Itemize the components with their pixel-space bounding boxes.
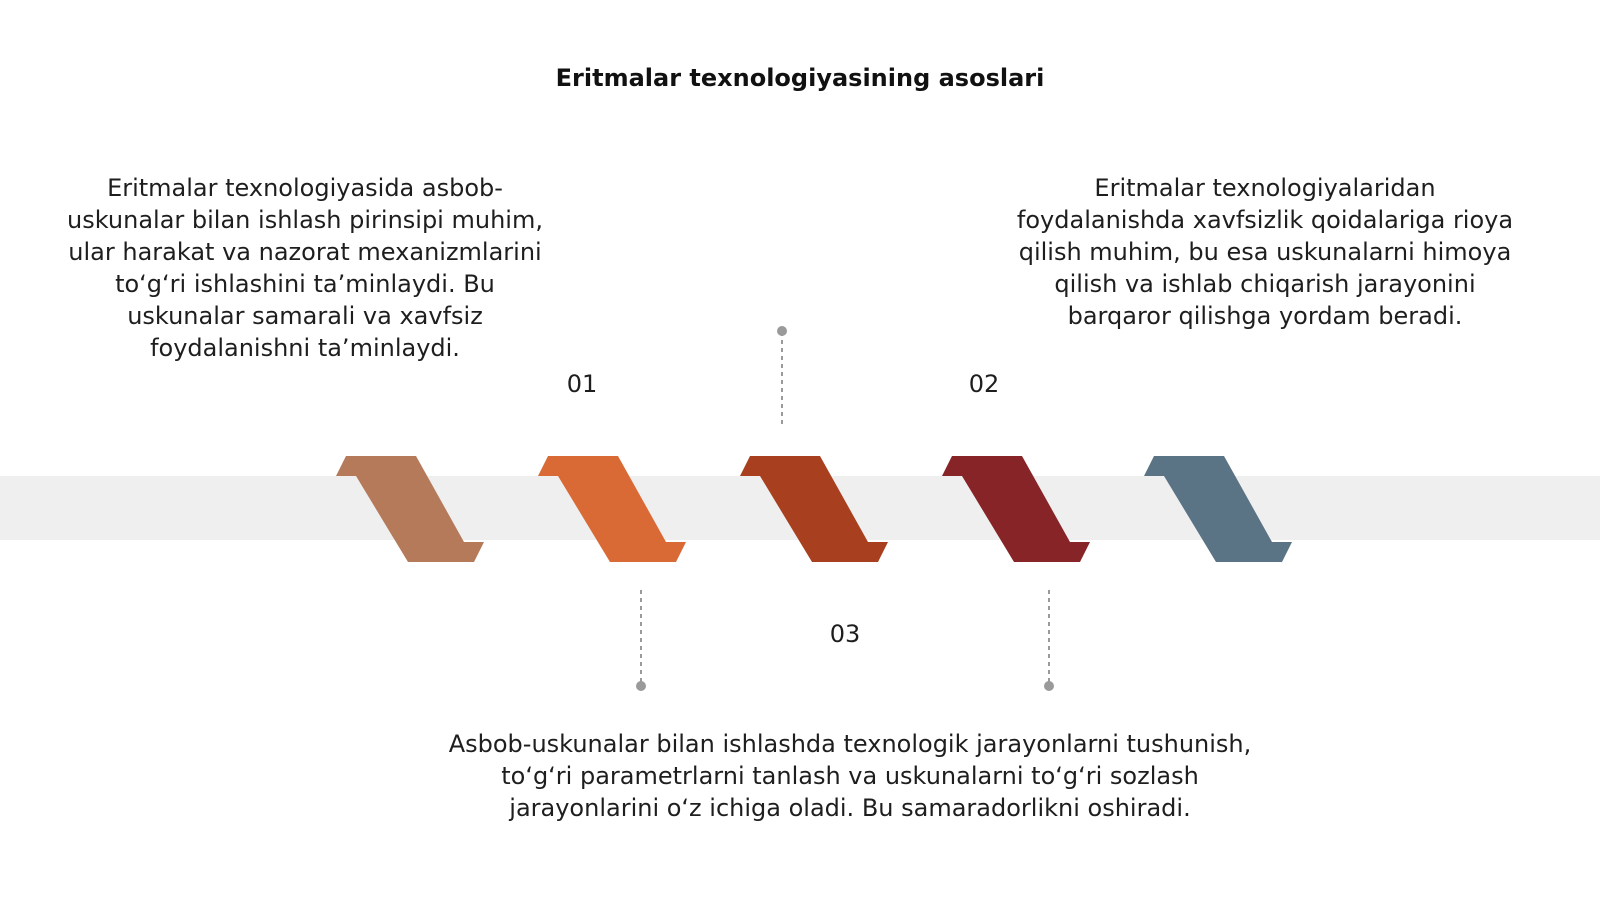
chevron-3 xyxy=(740,456,888,562)
step-03-description: Asbob-uskunalar bilan ishlashda texnologik jarayonlarni tushunish, to‘g‘ri parametrlarni tanlash va uskunalarni to‘g‘ri sozlash jarayonlarini o‘z ichiga oladi. Bu samaradorlikni oshiradi. xyxy=(448,730,1252,822)
chevron-4 xyxy=(942,456,1090,562)
chevron-1 xyxy=(336,456,484,562)
connector-dot-bottom-right xyxy=(1044,681,1054,691)
chevron-5 xyxy=(1144,456,1292,562)
step-02-description: Eritmalar texnologiyalaridan foydalanishda xavfsizlik qoidalariga rioya qilish muhim, bu esa uskunalarni himoya qilish va ishlab chiqarish jarayonini barqaror qilishga yordam beradi. xyxy=(1016,174,1514,330)
connector-dot-bottom-left xyxy=(636,681,646,691)
step-01-description: Eritmalar texnologiyasida asbob-uskunalar bilan ishlash pirinsipi muhim, ular harakat va nazorat mexanizmlarini to‘g‘ri ishlashini ta’minlaydi. Bu uskunalar samarali va xavfsiz foydalanishni ta’minlaydi. xyxy=(67,174,543,362)
chevron-2 xyxy=(538,456,686,562)
chevron-group xyxy=(336,456,1292,562)
step-03-number: 03 xyxy=(829,620,861,648)
step-02-number: 02 xyxy=(968,370,1000,398)
connector-dot-top xyxy=(777,326,787,336)
slide-title: Eritmalar texnologiyasining asoslari xyxy=(555,64,1045,92)
step-01-number: 01 xyxy=(566,370,598,398)
